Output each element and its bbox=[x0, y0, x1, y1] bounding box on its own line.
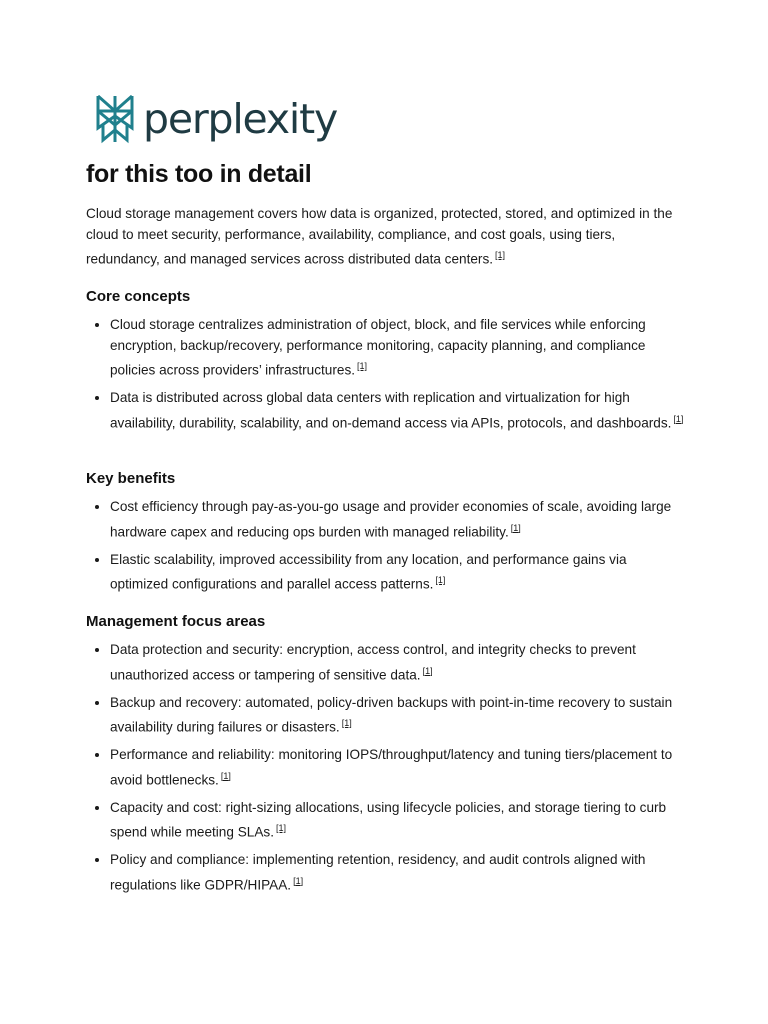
citation-link[interactable]: [1] bbox=[275, 823, 286, 834]
list-item-text: Cost efficiency through pay-as-you-go usage and provider economies of scale, avoiding large hardware capex and reducing ops burden with managed reliability. bbox=[110, 499, 672, 540]
list-item bbox=[110, 693, 686, 739]
bullet-list bbox=[86, 640, 686, 896]
list-item bbox=[110, 745, 686, 791]
bullet-list bbox=[86, 497, 686, 595]
list-item-text: Capacity and cost: right-sizing allocations, using lifecycle policies, and storage tiering to curb spend while meeting SLAs. bbox=[110, 799, 667, 840]
section-heading: Key benefits bbox=[86, 470, 176, 487]
list-item-text: Policy and compliance: implementing retention, residency, and audit controls aligned with regulations like GDPR/HIPAA. bbox=[110, 852, 646, 893]
section-key-benefits bbox=[86, 470, 686, 602]
page-title: for this too in detail bbox=[86, 160, 312, 188]
perplexity-logo bbox=[94, 94, 337, 144]
list-item-text: Elastic scalability, improved accessibility from any location, and performance gains via optimized configurations and parallel access patterns. bbox=[110, 551, 627, 592]
list-item bbox=[110, 388, 686, 434]
citation-link[interactable]: [1] bbox=[435, 575, 446, 586]
intro-text: Cloud storage management covers how data is organized, protected, stored, and optimized in the cloud to meet security, performance, availability, compliance, and cost goals, using tiers, redundancy, and managed services across distributed data centers. bbox=[86, 206, 673, 267]
list-item bbox=[110, 798, 686, 844]
citation-link[interactable]: [1] bbox=[510, 522, 521, 533]
list-item-text: Data is distributed across global data centers with replication and virtualization for high availability, durability, scalability, and on-demand access via APIs, protocols, and dashboards. bbox=[110, 390, 672, 431]
citation-link[interactable]: [1] bbox=[495, 250, 506, 260]
list-item-text: Data protection and security: encryption, access control, and integrity checks to prevent unauthorized access or tampering of sensitive data. bbox=[110, 642, 636, 683]
citation-link[interactable]: [1] bbox=[341, 718, 352, 729]
section-management-focus-areas bbox=[86, 613, 686, 903]
logo-wordmark: perplexity bbox=[143, 94, 338, 143]
citation-link[interactable]: [1] bbox=[293, 875, 304, 886]
list-item-text: Backup and recovery: automated, policy-driven backups with point-in-time recovery to sustain availability during failures or disasters. bbox=[110, 694, 673, 735]
citation-link[interactable]: [1] bbox=[357, 361, 368, 371]
list-item bbox=[110, 640, 686, 686]
bullet-list bbox=[86, 315, 686, 434]
section-heading: Management focus areas bbox=[86, 613, 266, 630]
list-item-text: Cloud storage centralizes administration of object, block, and file services while enforcing encryption, backup/recovery, performance monitoring, capacity planning, and compliance policies across providers’ infrastructures. bbox=[110, 317, 646, 378]
citation-link[interactable]: [1] bbox=[673, 413, 684, 424]
citation-link[interactable]: [1] bbox=[220, 770, 231, 781]
list-item bbox=[110, 315, 686, 381]
list-item bbox=[110, 850, 686, 896]
list-item bbox=[110, 497, 686, 543]
citation-link[interactable]: [1] bbox=[422, 665, 433, 676]
intro-paragraph bbox=[86, 203, 686, 270]
section-core-concepts bbox=[86, 288, 686, 441]
perplexity-mark-icon bbox=[94, 94, 136, 144]
list-item bbox=[110, 550, 686, 596]
list-item-text: Performance and reliability: monitoring IOPS/throughput/latency and tuning tiers/placement to avoid bottlenecks. bbox=[110, 747, 673, 788]
section-heading: Core concepts bbox=[86, 288, 191, 305]
